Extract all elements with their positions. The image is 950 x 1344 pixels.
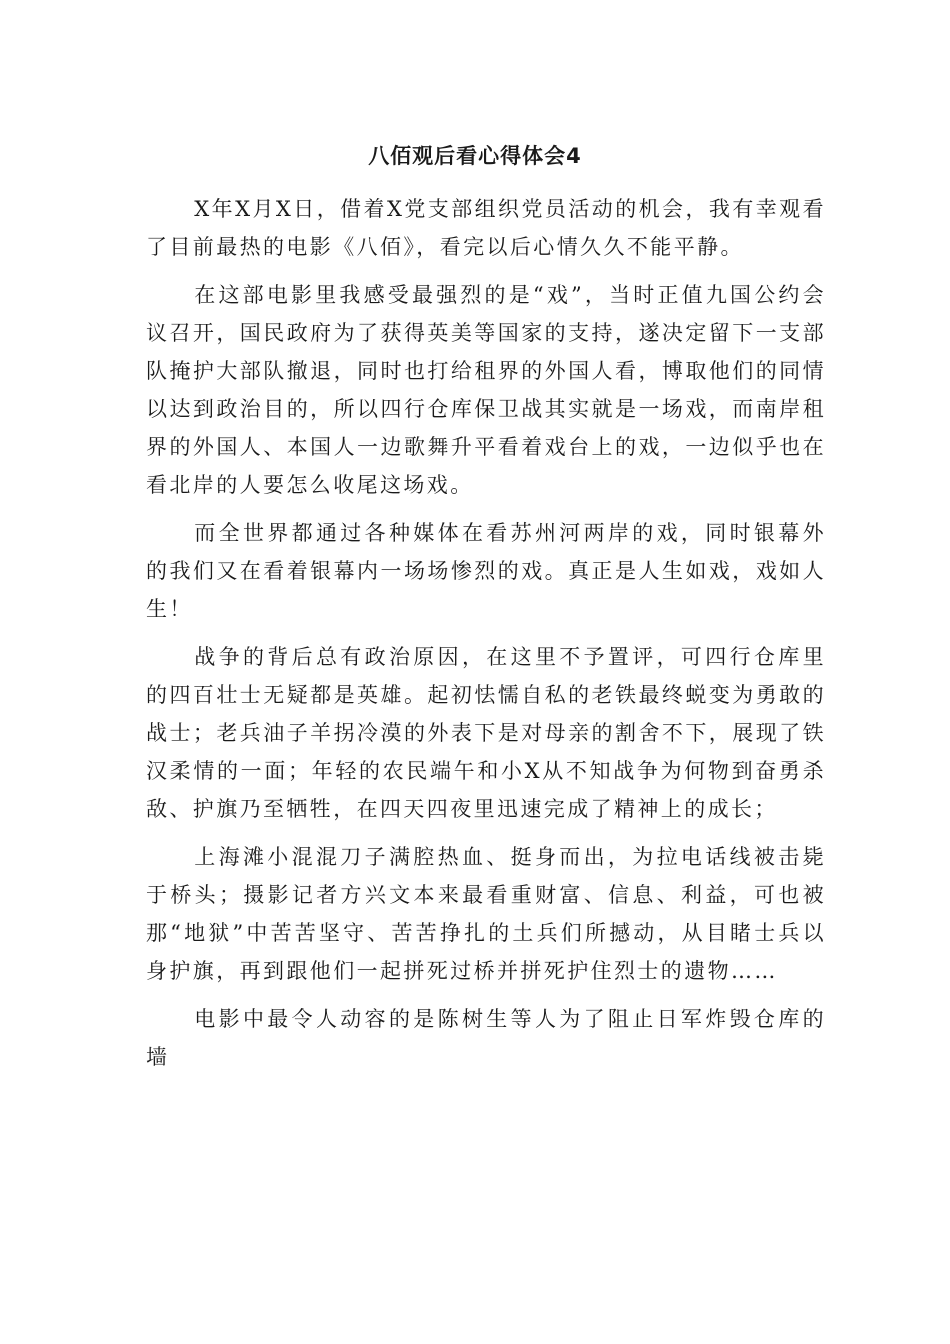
paragraph: 电影中最令人动容的是陈树生等人为了阻止日军炸毁仓库的墙	[146, 1007, 826, 1069]
paragraph: 在这部电影里我感受最强烈的是“戏”，当时正值九国公约会议召开，国民政府为了获得英美等国家的支持，遂决定留下一支部队掩护大部队撤退，同时也打给租界的外国人看，博取他们的同情以达到政治目的，所以四行仓库保卫战其实就是一场戏，而南岸租界的外国人、本国人一边歌舞升平看着戏台上的戏，一边似乎也在看北岸的人要怎么收尾这场戏。	[146, 283, 826, 497]
paragraph: X年X月X日，借着X党支部组织党员活动的机会，我有幸观看了目前最热的电影《八佰》，看完以后心情久久不能平静。	[146, 197, 826, 259]
paragraph: 而全世界都通过各种媒体在看苏州河两岸的戏，同时银幕外的我们又在看着银幕内一场场惨烈的戏。真正是人生如戏，戏如人生！	[146, 521, 826, 621]
document-body	[146, 190, 826, 1086]
paragraph: 上海滩小混混刀子满腔热血、挺身而出，为拉电话线被击毙于桥头；摄影记者方兴文本来最看重财富、信息、利益，可也被那“地狱”中苦苦坚守、苦苦挣扎的土兵们所撼动，从目睹士兵以身护旗，再到跟他们一起拼死过桥并拼死护住烈士的遗物……	[146, 845, 826, 983]
paragraph: 战争的背后总有政治原因，在这里不予置评，可四行仓库里的四百壮士无疑都是英雄。起初怯懦自私的老铁最终蜕变为勇敢的战士；老兵油子羊拐冷漠的外表下是对母亲的割舍不下，展现了铁汉柔情的一面；年轻的农民端午和小X从不知战争为何物到奋勇杀敌、护旗乃至牺牲，在四天四夜里迅速完成了精神上的成长；	[146, 645, 826, 821]
document-title: 八佰观后看心得体会4	[368, 144, 582, 168]
